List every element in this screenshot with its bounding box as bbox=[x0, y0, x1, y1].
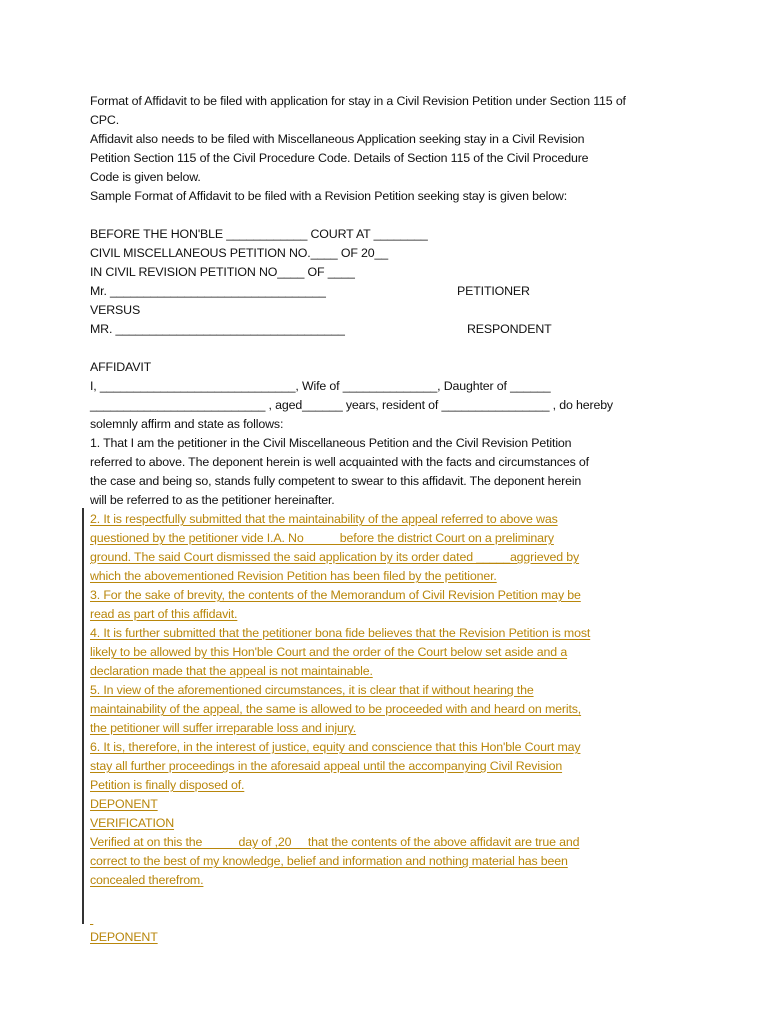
caption-court: BEFORE THE HON'BLE ____________ COURT AT ________ bbox=[90, 227, 428, 241]
deponent-label: DEPONENT bbox=[90, 797, 158, 811]
paragraph-1: will be referred to as the petitioner hereinafter. bbox=[90, 493, 335, 507]
intro-line: Sample Format of Affidavit to be filed with a Revision Petition seeking stay is given below: bbox=[90, 189, 568, 203]
paragraph-2: which the abovementioned Revision Petition has been filed by the petitioner. bbox=[90, 569, 497, 583]
affidavit-line: solemnly affirm and state as follows: bbox=[90, 417, 284, 431]
change-bar bbox=[82, 508, 84, 924]
affidavit-line: I, _____________________________, Wife of ______________, Daughter of ______ bbox=[90, 379, 551, 393]
intro-line: Petition Section 115 of the Civil Procedure Code. Details of Section 115 of the Civil Procedure bbox=[90, 151, 589, 165]
paragraph-5: the petitioner will suffer irreparable loss and injury. bbox=[90, 721, 357, 735]
paragraph-2: ground. The said Court dismissed the said application by its order dated _____aggrieved by bbox=[90, 550, 580, 564]
paragraph-2: 2. It is respectfully submitted that the maintainability of the appeal referred to above was bbox=[90, 512, 558, 526]
paragraph-4: likely to be allowed by this Hon'ble Court and the order of the Court below set aside and a bbox=[90, 645, 568, 659]
verification-heading: VERIFICATION bbox=[90, 816, 175, 830]
intro-line: CPC. bbox=[90, 113, 120, 127]
intro-line: Format of Affidavit to be filed with application for stay in a Civil Revision Petition under Section 115 of bbox=[90, 94, 626, 108]
paragraph-6: stay all further proceedings in the aforesaid appeal until the accompanying Civil Revision bbox=[90, 759, 563, 773]
deponent-label: DEPONENT bbox=[90, 930, 158, 944]
respondent-label: RESPONDENT bbox=[467, 322, 552, 336]
caption-mr1: Mr. ________________________________ bbox=[90, 284, 326, 298]
caption-versus: VERSUS bbox=[90, 303, 141, 317]
caption-mr1-row bbox=[90, 282, 690, 301]
paragraph-1: the case and being so, stands fully competent to swear to this affidavit. The deponent herein bbox=[90, 474, 582, 488]
paragraph-5: 5. In view of the aforementioned circumstances, it is clear that if without hearing the bbox=[90, 683, 534, 697]
paragraph-3: read as part of this affidavit. bbox=[90, 607, 238, 621]
verification-line: correct to the best of my knowledge, belief and information and nothing material has been bbox=[90, 854, 568, 868]
affidavit-heading: AFFIDAVIT bbox=[90, 360, 152, 374]
caption-mr2: MR. __________________________________ bbox=[90, 322, 345, 336]
petitioner-label: PETITIONER bbox=[457, 284, 530, 298]
paragraph-4: declaration made that the appeal is not maintainable. bbox=[90, 664, 373, 678]
paragraph-6: 6. It is, therefore, in the interest of justice, equity and conscience that this Hon'ble Court may bbox=[90, 740, 581, 754]
caption-mr2-row bbox=[90, 320, 690, 339]
paragraph-5: maintainability of the appeal, the same is allowed to be proceeded with and heard on merits, bbox=[90, 702, 582, 716]
intro-line: Code is given below. bbox=[90, 170, 201, 184]
intro-line: Affidavit also needs to be filed with Miscellaneous Application seeking stay in a Civil Revision bbox=[90, 132, 585, 146]
affidavit-line: __________________________ , aged______ years, resident of ________________ , do hereby bbox=[90, 398, 613, 412]
paragraph-2: questioned by the petitioner vide I.A. No before the district Court on a preliminary bbox=[90, 531, 554, 545]
verification-line: concealed therefrom. bbox=[90, 873, 204, 887]
verification-line: Verified at on this the day of ,20 that the contents of the above affidavit are true and bbox=[90, 835, 580, 849]
paragraph-4: 4. It is further submitted that the petitioner bona fide believes that the Revision Petition is most bbox=[90, 626, 591, 640]
document-body bbox=[90, 92, 690, 947]
paragraph-3: 3. For the sake of brevity, the contents of the Memorandum of Civil Revision Petition may be bbox=[90, 588, 581, 602]
paragraph-1: 1. That I am the petitioner in the Civil Miscellaneous Petition and the Civil Revision Petition bbox=[90, 436, 572, 450]
caption-revision: IN CIVIL REVISION PETITION NO____ OF ____ bbox=[90, 265, 355, 279]
blank-line bbox=[90, 909, 690, 928]
caption-misc: CIVIL MISCELLANEOUS PETITION NO.____ OF 20__ bbox=[90, 246, 388, 260]
paragraph-6: Petition is finally disposed of. bbox=[90, 778, 245, 792]
paragraph-1: referred to above. The deponent herein is well acquainted with the facts and circumstances of bbox=[90, 455, 589, 469]
